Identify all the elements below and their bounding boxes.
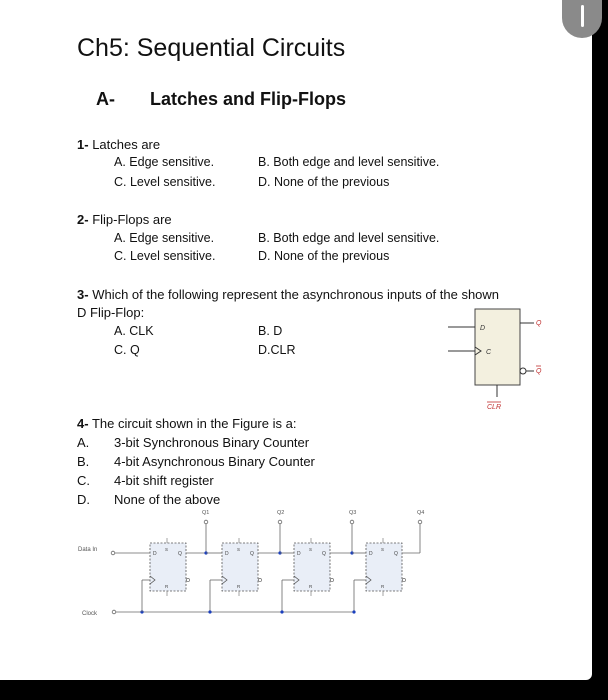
question-1-text: Latches are [92,137,161,152]
question-3-text-cont: D Flip-Flop: [77,305,145,320]
q4-option-c: 4-bit shift register [114,473,214,488]
question-4 [77,416,296,431]
flip-flop-3-d-label: D [297,551,301,557]
q3-option-a: A. CLK [114,324,154,338]
q2-option-d: D. None of the previous [258,249,390,263]
flip-flop-4-qbar-bubble [402,578,405,581]
question-2-text: Flip-Flops are [92,212,172,227]
flip-flop-2-q-label: Q [250,551,254,557]
dff-c-label: C [486,349,492,356]
scroll-handle[interactable] [562,0,602,38]
clock-terminal [112,610,116,614]
flip-flop-1-qbar-bubble [186,578,189,581]
dff-qbar-label: Q [536,368,542,375]
q3-option-c: C. Q [114,343,140,357]
q1-option-a: A. Edge sensitive. [114,155,215,169]
question-4-number: 4- [77,416,89,431]
data-in-terminal [111,551,115,555]
question-3 [77,287,499,302]
page-title: Ch5: Sequential Circuits [77,34,346,62]
shift-register-circuit [0,500,480,630]
output-terminal-3 [350,520,354,524]
q2-option-c: C. Level sensitive. [114,249,216,263]
q4-option-a: 3-bit Synchronous Binary Counter [114,435,310,450]
dff-d-label: D [480,325,486,332]
circuit-flip-flops [150,538,406,596]
q4-option-d: None of the above [114,492,221,507]
q4-letter-a: A. [77,435,90,450]
flip-flop-1-s-label: S [165,547,169,552]
output-terminal-2 [278,520,282,524]
question-1-number: 1- [77,137,89,152]
q4-letter-b: B. [77,454,90,469]
question-3-number: 3- [77,287,89,302]
flip-flop-4-s-label: S [381,547,385,552]
flip-flop-1-r-label: R [165,584,169,589]
section-letter: A- [96,89,115,109]
question-3-text: Which of the following represent the asynchronous inputs of the shown [92,287,500,302]
question-2-number: 2- [77,212,89,227]
flip-flop-2-r-label: R [237,584,241,589]
q4-letter-d: D. [77,492,90,507]
flip-flop-4-d-label: D [369,551,373,557]
flip-flop-2-qbar-bubble [258,578,261,581]
dff-body [475,309,520,385]
output-q4-label: Q4 [417,510,425,516]
section-title: Latches and Flip-Flops [150,89,347,109]
data-in-label: Data In [78,547,98,553]
flip-flop-4-q-label: Q [394,551,398,557]
question-1 [77,137,160,152]
flip-flop-3-r-label: R [309,584,313,589]
d-flip-flop-diagram [440,305,560,415]
flip-flop-2-s-label: S [237,547,241,552]
dff-qbar-bubble [520,368,526,374]
output-q1-label: Q1 [202,510,210,516]
question-4-text: The circuit shown in the Figure is a: [91,416,297,431]
q1-option-b: B. Both edge and level sensitive. [258,155,440,169]
q1-option-d: D. None of the previous [258,175,390,189]
dff-q-label: Q [536,320,542,327]
clock-junction-2 [208,610,211,613]
flip-flop-3-s-label: S [309,547,313,552]
clock-junction-4 [352,610,355,613]
flip-flop-3-qbar-bubble [330,578,333,581]
q2-option-a: A. Edge sensitive. [114,231,215,245]
flip-flop-1-q-label: Q [178,551,182,557]
question-2 [77,212,172,227]
q4-letter-c: C. [77,473,90,488]
q1-option-c: C. Level sensitive. [114,175,216,189]
flip-flop-3-q-label: Q [322,551,326,557]
output-terminal-1 [204,520,208,524]
q3-option-d: D.CLR [258,343,296,357]
q2-option-b: B. Both edge and level sensitive. [258,231,440,245]
clock-label: Clock [82,611,98,617]
q4-option-b: 4-bit Asynchronous Binary Counter [114,454,315,469]
q3-option-b: B. D [258,324,283,338]
output-q2-label: Q2 [277,510,285,516]
dff-clr-label: CLR [487,404,502,411]
clock-junction-3 [280,610,283,613]
output-q3-label: Q3 [349,510,357,516]
flip-flop-1-d-label: D [153,551,157,557]
flip-flop-2-d-label: D [225,551,229,557]
output-terminal-4 [418,520,422,524]
flip-flop-4-r-label: R [381,584,385,589]
